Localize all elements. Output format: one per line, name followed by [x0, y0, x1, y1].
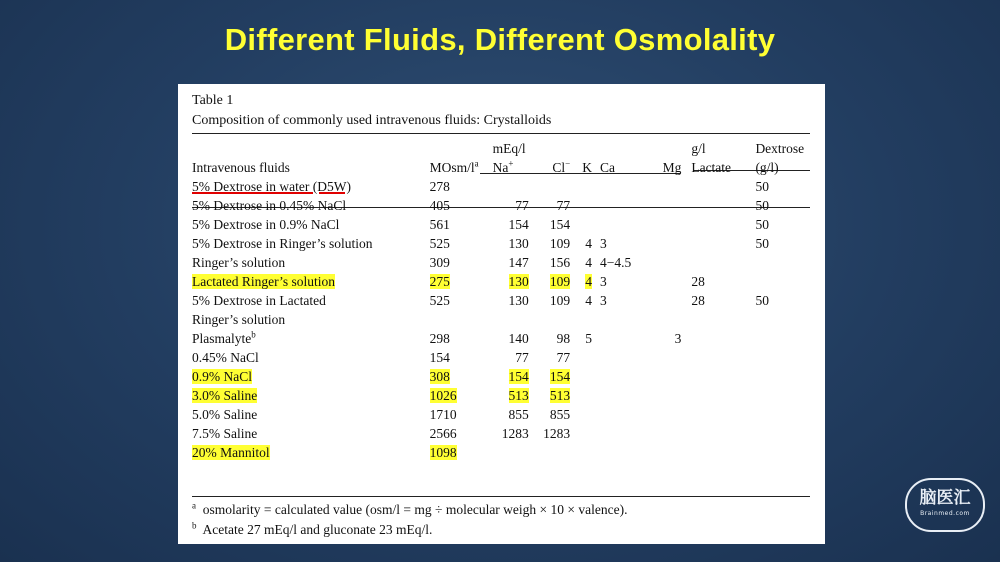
- cell-cl: [529, 443, 570, 462]
- table-row: [192, 386, 810, 405]
- cell-dextrose: [755, 329, 810, 348]
- cell-ca: [592, 405, 657, 424]
- cell-mosm: 2566: [429, 426, 457, 441]
- cell-mosm: 298: [429, 331, 450, 346]
- cell-lactate: [681, 386, 755, 405]
- cell-mg: [657, 405, 681, 424]
- cell-cl: [529, 310, 570, 329]
- cell-dextrose: [755, 424, 810, 443]
- group-gl: g/l: [691, 141, 706, 156]
- cell-ca: [592, 386, 657, 405]
- cell-k: [570, 367, 592, 386]
- cell-dextrose: [755, 386, 810, 405]
- cell-mg: [657, 215, 681, 234]
- table-number: Table 1: [192, 93, 234, 108]
- cell-na: 154: [508, 369, 529, 384]
- header-lactate: Lactate: [691, 160, 732, 175]
- cell-fluid: 5% Dextrose in 0.45% NaCl: [192, 198, 347, 213]
- cell-lactate: [681, 443, 755, 462]
- cell-fluid: 5% Dextrose in water (D5W): [192, 179, 351, 194]
- cell-ca: [592, 367, 657, 386]
- cell-na: 1283: [501, 426, 529, 441]
- footnote-a: $^a$ osmolarity = calculated value (osm/l = mg ÷ molecular weigh × 10 × valence).: [192, 500, 628, 517]
- cell-lactate: 28: [691, 293, 705, 308]
- cell-ca: [592, 310, 657, 329]
- cell-na: [491, 177, 529, 196]
- cell-fluid: 0.9% NaCl: [192, 369, 252, 384]
- cell-na: 130: [508, 236, 529, 251]
- cell-fluid: 20% Mannitol: [192, 445, 270, 460]
- cell-mosm: 1098: [429, 445, 457, 460]
- cell-dextrose: [755, 310, 810, 329]
- table-row: [192, 234, 810, 253]
- cell-lactate: [681, 405, 755, 424]
- cell-mg: [657, 348, 681, 367]
- cell-k: 4: [585, 293, 592, 308]
- cell-fluid: 5.0% Saline: [192, 407, 258, 422]
- cell-lactate: [681, 253, 755, 272]
- cell-lactate: 28: [691, 274, 705, 289]
- cell-dextrose: 50: [755, 217, 769, 232]
- cell-fluid: 5% Dextrose in Lactated: [192, 293, 326, 308]
- cell-ca: 3: [599, 236, 607, 251]
- header-mosm: MOsm/$l^a$: [429, 158, 479, 175]
- table-row: [192, 177, 810, 196]
- cell-fluid: 0.45% NaCl: [192, 350, 259, 365]
- cell-k: 4: [585, 255, 592, 270]
- cell-k: [570, 196, 592, 215]
- cell-cl: 77: [556, 198, 571, 213]
- cell-dextrose: 50: [755, 236, 769, 251]
- cell-ca: [592, 443, 657, 462]
- rule-top: [192, 133, 810, 134]
- cell-mg: 3: [674, 331, 682, 346]
- cell-dextrose: 50: [755, 293, 769, 308]
- fluids-table: [192, 139, 810, 462]
- cell-na: 130: [508, 274, 529, 289]
- cell-k: [570, 310, 592, 329]
- cell-mosm: 525: [429, 293, 450, 308]
- table-row: [192, 424, 810, 443]
- cell-cl: [529, 177, 570, 196]
- header-mg: Mg: [662, 160, 682, 175]
- cell-lactate: [681, 329, 755, 348]
- table-row: [192, 329, 810, 348]
- cell-dextrose: 50: [755, 198, 769, 213]
- cell-mosm: 1710: [429, 407, 457, 422]
- cell-na: 140: [508, 331, 529, 346]
- cell-mg: [657, 196, 681, 215]
- cell-cl: 156: [549, 255, 571, 270]
- header-fluid: Intravenous fluids: [192, 160, 290, 175]
- cell-ca: [592, 215, 657, 234]
- cell-cl: 154: [549, 369, 571, 384]
- slide-title: Different Fluids, Different Osmolality: [224, 22, 776, 57]
- cell-lactate: [681, 424, 755, 443]
- cell-fluid: Lactated Ringer’s solution: [192, 274, 335, 289]
- cell-ca: [592, 196, 657, 215]
- cell-k: [570, 386, 592, 405]
- cell-cl: 77: [556, 350, 571, 365]
- cell-cl: 109: [549, 274, 571, 289]
- cell-lactate: [681, 196, 755, 215]
- cell-mosm: 275: [429, 274, 450, 289]
- cell-na: 855: [508, 407, 529, 422]
- cell-ca: [592, 424, 657, 443]
- cell-cl: 1283: [543, 426, 571, 441]
- cell-ca: 3: [599, 293, 607, 308]
- cell-lactate: [681, 234, 755, 253]
- table-row: [192, 253, 810, 272]
- cell-cl: 513: [549, 388, 571, 403]
- cell-dextrose: [755, 405, 810, 424]
- group-meq: mEq/l: [492, 141, 526, 156]
- rule-bottom: [192, 496, 810, 497]
- cell-na: 77: [515, 350, 529, 365]
- cell-na: 513: [508, 388, 529, 403]
- cell-mosm: [430, 310, 491, 329]
- cell-mosm: 278: [429, 179, 450, 194]
- cell-dextrose: [755, 272, 810, 291]
- cell-cl: 98: [556, 331, 571, 346]
- cell-mg: [657, 310, 681, 329]
- table-image: [178, 84, 825, 544]
- cell-lactate: [681, 348, 755, 367]
- cell-lactate: [681, 367, 755, 386]
- cell-ca: [592, 177, 657, 196]
- cell-cl: 109: [549, 236, 571, 251]
- cell-na: 154: [508, 217, 529, 232]
- cell-na: 77: [515, 198, 529, 213]
- cell-lactate: [681, 310, 755, 329]
- cell-fluid: Ringer’s solution: [192, 312, 286, 327]
- cell-mosm: 525: [429, 236, 450, 251]
- dextrose-header-1: Dextrose: [755, 141, 805, 156]
- cell-dextrose: 50: [755, 179, 769, 194]
- cell-ca: 3: [599, 274, 607, 289]
- cell-mosm: 1026: [429, 388, 457, 403]
- table-row: [192, 443, 810, 462]
- cell-na: 130: [508, 293, 529, 308]
- cell-mosm: 308: [429, 369, 450, 384]
- cell-dextrose: [755, 367, 810, 386]
- table-caption: Composition of commonly used intravenous fluids: Crystalloids: [192, 113, 552, 128]
- header-ca: Ca: [599, 160, 615, 175]
- cell-na: 147: [508, 255, 529, 270]
- cell-cl: 154: [549, 217, 571, 232]
- cell-k: [570, 348, 592, 367]
- cell-k: 4: [585, 274, 592, 289]
- table-row: [192, 272, 810, 291]
- cell-mosm: 154: [429, 350, 450, 365]
- cell-k: [570, 443, 592, 462]
- brain-logo-icon: 脑医汇 Brainmed.com: [905, 478, 985, 532]
- cell-mg: [657, 234, 681, 253]
- table-row: [192, 367, 810, 386]
- cell-dextrose: [755, 443, 810, 462]
- cell-fluid: 3.0% Saline: [192, 388, 258, 403]
- cell-na: [491, 443, 529, 462]
- cell-mg: [657, 367, 681, 386]
- cell-na: [491, 310, 529, 329]
- cell-mg: [657, 424, 681, 443]
- table-row: [192, 348, 810, 367]
- cell-mosm: 561: [429, 217, 450, 232]
- cell-k: [570, 215, 592, 234]
- cell-cl: 109: [549, 293, 571, 308]
- cell-k: [570, 424, 592, 443]
- cell-fluid: 7.5% Saline: [192, 426, 258, 441]
- cell-mosm: 405: [429, 198, 450, 213]
- cell-mg: [657, 386, 681, 405]
- table-row: [192, 291, 810, 310]
- cell-fluid: Plasmalyte$^b$: [192, 329, 256, 346]
- cell-fluid: 5% Dextrose in 0.9% NaCl: [192, 217, 340, 232]
- header-k: K: [582, 160, 592, 175]
- table-row: [192, 405, 810, 424]
- cell-k: 5: [585, 331, 592, 346]
- cell-lactate: [681, 177, 755, 196]
- cell-mg: [657, 443, 681, 462]
- cell-k: 4: [585, 236, 592, 251]
- header-na: Na+: [492, 158, 514, 175]
- cell-fluid: Ringer’s solution: [192, 255, 286, 270]
- header-cl: Cl−: [552, 158, 571, 175]
- cell-mosm: 309: [429, 255, 450, 270]
- cell-dextrose: [755, 253, 810, 272]
- cell-ca: [592, 329, 657, 348]
- header-group-row: [192, 139, 810, 158]
- cell-cl: 855: [549, 407, 571, 422]
- cell-fluid: 5% Dextrose in Ringer’s solution: [192, 236, 373, 251]
- cell-k: [570, 177, 592, 196]
- table-row: [192, 215, 810, 234]
- cell-ca: 4−4.5: [599, 255, 632, 270]
- cell-mg: [657, 272, 681, 291]
- cell-mg: [657, 177, 681, 196]
- header-row: [192, 158, 810, 177]
- cell-dextrose: [755, 348, 810, 367]
- cell-lactate: [681, 215, 755, 234]
- cell-k: [570, 405, 592, 424]
- cell-ca: [592, 348, 657, 367]
- cell-mg: [657, 291, 681, 310]
- table-row: [192, 196, 810, 215]
- dextrose-header-2: (g/l): [755, 160, 779, 175]
- footnote-b: $^b$ Acetate 27 mEq/l and gluconate 23 mEq/l.: [192, 520, 433, 537]
- table-row: [192, 310, 810, 329]
- cell-mg: [657, 253, 681, 272]
